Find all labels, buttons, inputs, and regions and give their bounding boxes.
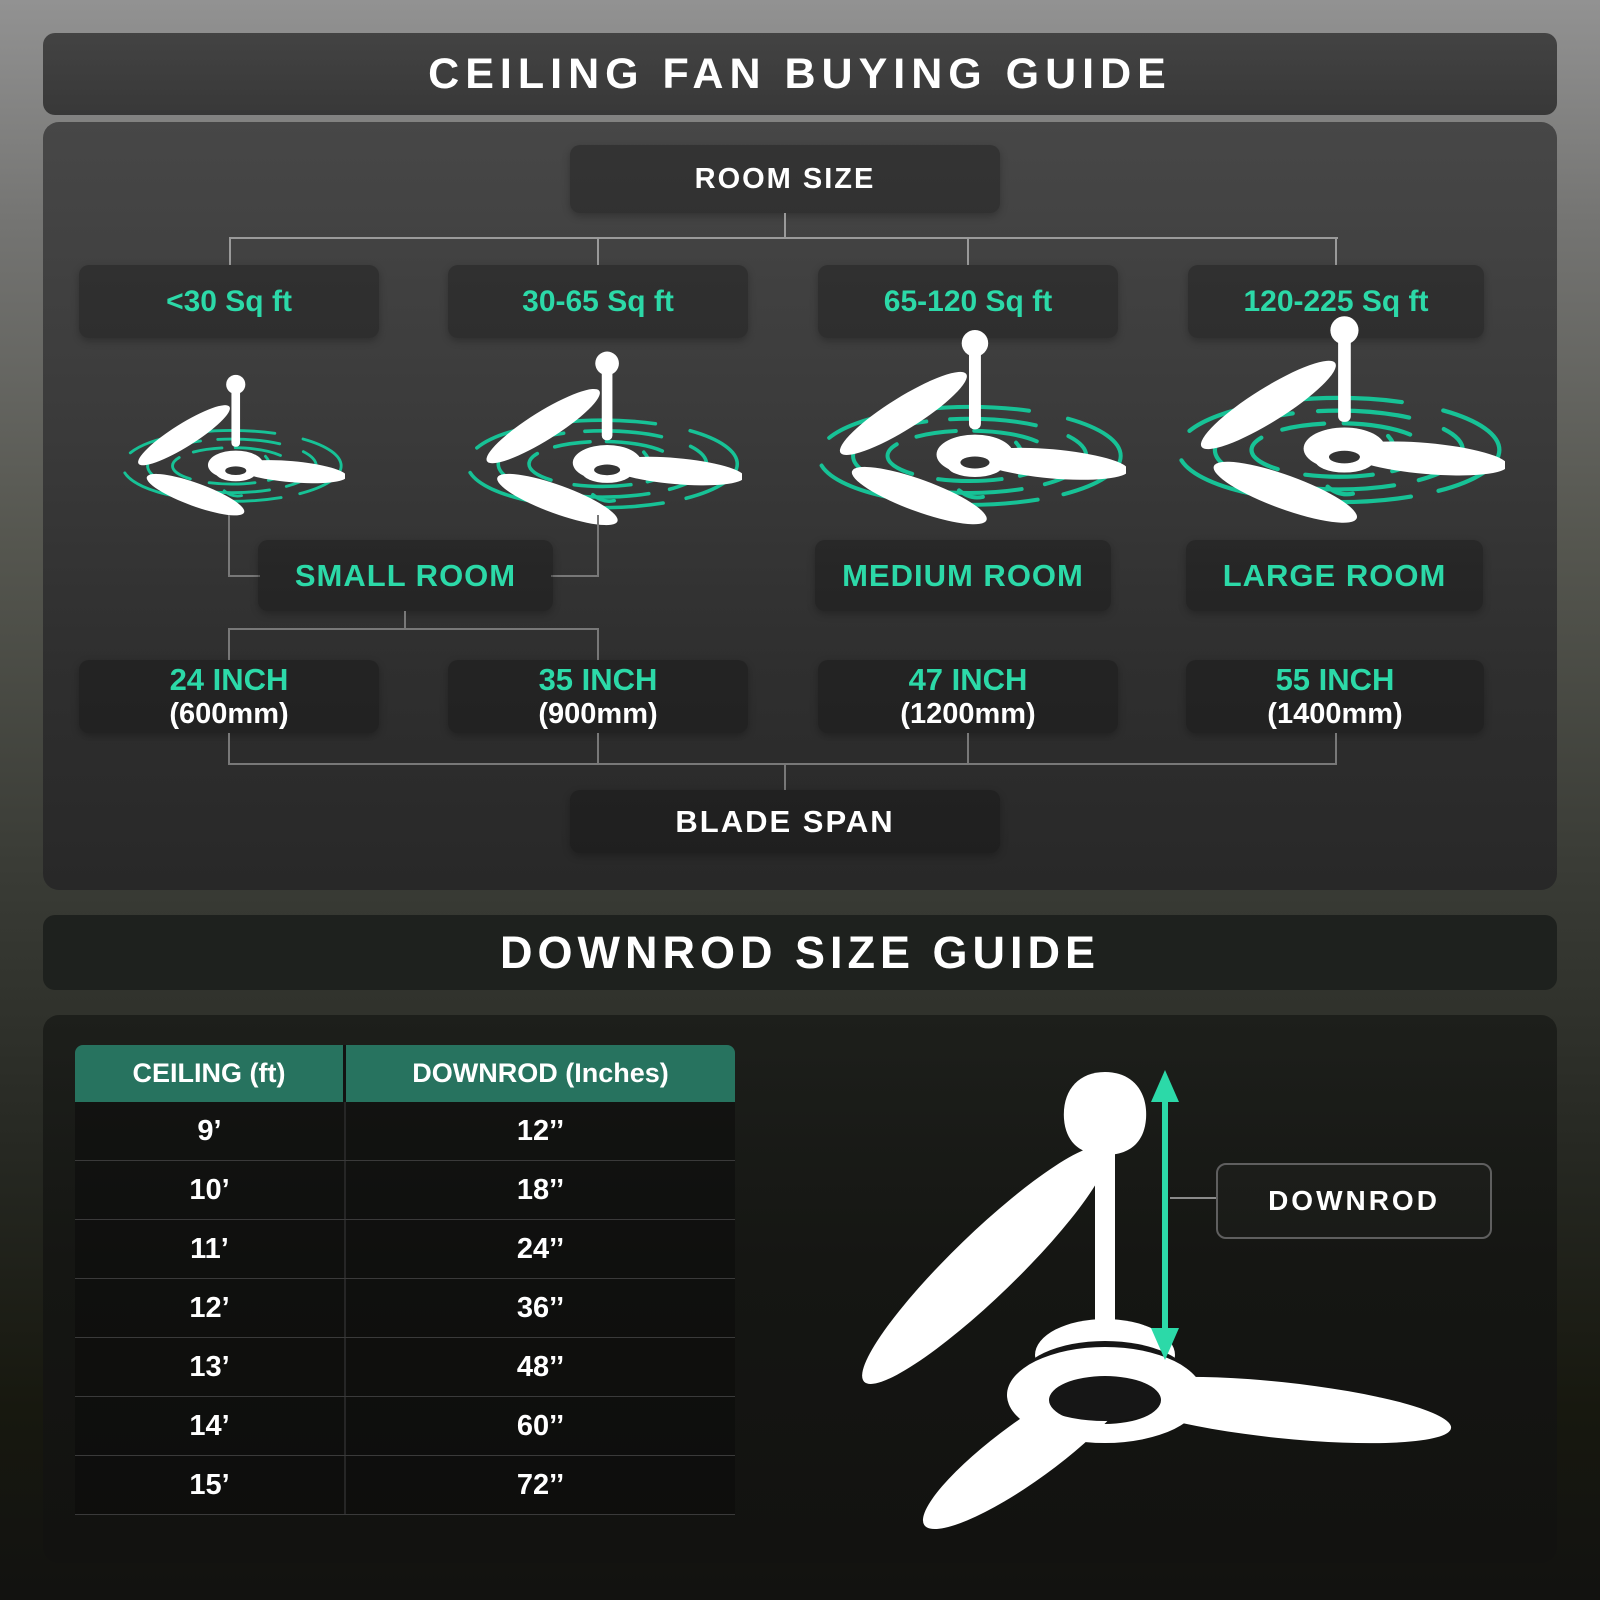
connector: [597, 515, 599, 577]
room-size-label: ROOM SIZE: [694, 162, 876, 195]
blade-size-box: [448, 660, 748, 733]
connector: [784, 763, 786, 790]
blade-size-mm: (1200mm): [900, 698, 1036, 730]
table-cell-downrod: 24’’: [516, 1232, 565, 1265]
table-cell-downrod: 36’’: [516, 1291, 565, 1324]
blade-size-mm: (600mm): [169, 698, 289, 730]
size-range-box: [79, 265, 379, 338]
blade-size-inch: 55 INCH: [1275, 662, 1395, 697]
connector: [228, 628, 230, 660]
connector: [597, 628, 599, 660]
table-cell-ceiling: 13’: [75, 1338, 346, 1396]
table-row: [75, 1102, 735, 1161]
connector: [228, 733, 230, 765]
table-row: [75, 1220, 735, 1279]
table-cell-downrod: 60’’: [516, 1409, 565, 1442]
room-type-box: [258, 540, 553, 611]
connector: [228, 575, 260, 577]
ceiling-fan-icon: [458, 348, 742, 549]
room-type-label: SMALL ROOM: [294, 557, 517, 593]
connector: [784, 213, 786, 237]
table-cell-downrod: 72’’: [516, 1468, 565, 1501]
size-range-label: 30-65 Sq ft: [522, 284, 674, 318]
size-range-label: <30 Sq ft: [166, 284, 292, 318]
downrod-guide-title: DOWNROD SIZE GUIDE: [499, 926, 1100, 978]
connector: [1335, 733, 1337, 765]
size-range-label: 120-225 Sq ft: [1243, 284, 1429, 318]
connector: [228, 515, 230, 577]
ceiling-fan-icon: [808, 326, 1126, 551]
blade-size-inch: 47 INCH: [908, 662, 1028, 697]
room-size-box: [570, 145, 1000, 213]
ceiling-fan-icon: [115, 372, 345, 535]
table-cell-ceiling: 15’: [75, 1456, 346, 1514]
connector: [229, 237, 231, 265]
connector: [229, 237, 1338, 239]
table-cell-ceiling: 14’: [75, 1397, 346, 1455]
blade-size-mm: (1400mm): [1267, 698, 1403, 730]
connector: [967, 733, 969, 765]
table-row: [75, 1279, 735, 1338]
connector: [597, 733, 599, 765]
room-type-label: MEDIUM ROOM: [842, 557, 1084, 593]
table-cell-ceiling: 12’: [75, 1279, 346, 1337]
blade-size-inch: 24 INCH: [169, 662, 289, 697]
downrod-fan-illustration: [800, 1050, 1520, 1550]
table-cell-ceiling: 9’: [75, 1102, 346, 1160]
page-title: CEILING FAN BUYING GUIDE: [428, 49, 1172, 98]
connector: [1335, 237, 1337, 265]
connector: [597, 237, 599, 265]
downrod-arrow-icon: [1151, 1070, 1179, 1360]
blade-size-box: [818, 660, 1118, 733]
downrod-label-box: [1216, 1163, 1492, 1239]
table-cell-downrod: 18’’: [516, 1173, 565, 1206]
title-bar: [43, 33, 1557, 115]
connector: [967, 237, 969, 265]
ceiling-fan-icon: [1167, 312, 1505, 551]
table-header-row: [75, 1045, 735, 1102]
table-row: [75, 1397, 735, 1456]
blade-size-mm: (900mm): [538, 698, 658, 730]
downrod-label: DOWNROD: [1268, 1185, 1440, 1216]
blade-size-box: [1186, 660, 1484, 733]
connector: [228, 628, 599, 630]
size-range-box: [448, 265, 748, 338]
table-header-ceiling: CEILING (ft): [75, 1045, 346, 1102]
table-cell-ceiling: 10’: [75, 1161, 346, 1219]
table-row: [75, 1456, 735, 1515]
blade-size-box: [79, 660, 379, 733]
size-range-label: 65-120 Sq ft: [883, 284, 1053, 318]
downrod-guide-header: [43, 915, 1557, 990]
room-type-box: [1186, 540, 1483, 611]
connector: [551, 575, 599, 577]
table-row: [75, 1161, 735, 1220]
blade-size-inch: 35 INCH: [538, 662, 658, 697]
connector: [228, 763, 1337, 765]
table-cell-downrod: 48’’: [516, 1350, 565, 1383]
table-header-downrod: DOWNROD (Inches): [346, 1045, 735, 1102]
room-type-label: LARGE ROOM: [1222, 557, 1447, 593]
blade-span-label: BLADE SPAN: [675, 803, 895, 839]
table-cell-ceiling: 11’: [75, 1220, 346, 1278]
table-cell-downrod: 12’’: [516, 1114, 565, 1147]
connector: [1170, 1197, 1216, 1199]
table-row: [75, 1338, 735, 1397]
downrod-size-table: [75, 1045, 735, 1515]
room-type-box: [815, 540, 1111, 611]
blade-span-box: [570, 790, 1000, 853]
